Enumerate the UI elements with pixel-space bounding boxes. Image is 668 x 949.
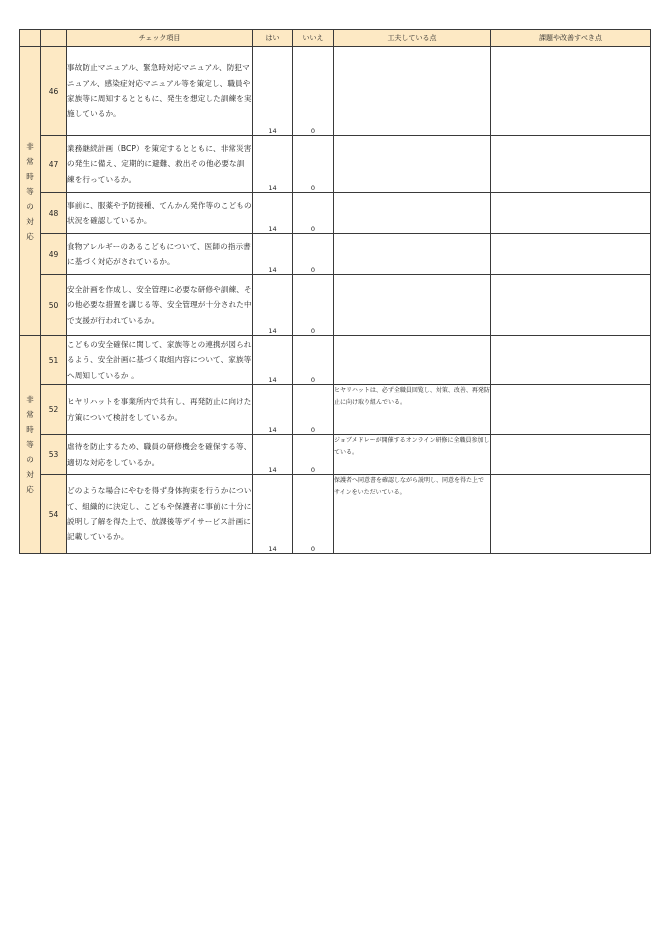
yes-count: 14	[253, 385, 293, 435]
row-number: 51	[41, 336, 67, 385]
row-number: 53	[41, 435, 67, 475]
table-row	[20, 234, 651, 275]
table-row	[20, 475, 651, 554]
ideas-text	[334, 47, 491, 136]
ideas-text: 保護者へ同意書を確認しながら説明し、同意を得た上でサインをいただいている。	[334, 475, 491, 554]
yes-count: 14	[253, 193, 293, 234]
issues-text	[491, 275, 651, 336]
header-row	[20, 30, 651, 47]
no-count: 0	[293, 435, 334, 475]
header-issues: 課題や改善すべき点	[491, 30, 651, 47]
ideas-text	[334, 234, 491, 275]
ideas-text: ヒヤリハットは、必ず全職員回覧し、対策、改善、再発防止に向け取り組んでいる。	[334, 385, 491, 435]
check-item-text: 安全計画を作成し、安全管理に必要な研修や訓練、その他必要な措置を講じる等、安全管理が十分された中で支援が行われているか。	[67, 275, 253, 336]
row-number: 49	[41, 234, 67, 275]
header-blank-section	[20, 30, 41, 47]
issues-text	[491, 385, 651, 435]
table-row	[20, 193, 651, 234]
header-no: いいえ	[293, 30, 334, 47]
no-count: 0	[293, 234, 334, 275]
row-number: 47	[41, 136, 67, 193]
row-number: 54	[41, 475, 67, 554]
table-row	[20, 47, 651, 136]
table-row	[20, 336, 651, 385]
header-ideas: 工夫している点	[334, 30, 491, 47]
section-label-cell	[20, 47, 41, 336]
table-row	[20, 435, 651, 475]
header-blank-number	[41, 30, 67, 47]
table-row	[20, 275, 651, 336]
ideas-text	[334, 136, 491, 193]
section-label-cell	[20, 336, 41, 554]
yes-count: 14	[253, 47, 293, 136]
ideas-text	[334, 275, 491, 336]
header-check-item: チェック項目	[67, 30, 253, 47]
section-label: 非常時等の対応	[26, 395, 34, 494]
issues-text	[491, 47, 651, 136]
ideas-text	[334, 193, 491, 234]
ideas-text	[334, 336, 491, 385]
checklist-table	[19, 29, 651, 554]
no-count: 0	[293, 193, 334, 234]
issues-text	[491, 475, 651, 554]
header-yes: はい	[253, 30, 293, 47]
issues-text	[491, 234, 651, 275]
issues-text	[491, 193, 651, 234]
no-count: 0	[293, 336, 334, 385]
check-item-text: 食物アレルギーのあるこどもについて、医師の指示書に基づく対応がされているか。	[67, 234, 253, 275]
yes-count: 14	[253, 435, 293, 475]
ideas-text: ジョブメドレーが開催するオンライン研修に全職員参加している。	[334, 435, 491, 475]
yes-count: 14	[253, 234, 293, 275]
table-row	[20, 385, 651, 435]
check-item-text: ヒヤリハットを事業所内で共有し、再発防止に向けた方策について検討をしているか。	[67, 385, 253, 435]
yes-count: 14	[253, 336, 293, 385]
row-number: 50	[41, 275, 67, 336]
no-count: 0	[293, 475, 334, 554]
yes-count: 14	[253, 475, 293, 554]
issues-text	[491, 336, 651, 385]
check-item-text: 虐待を防止するため、職員の研修機会を確保する等、適切な対応をしているか。	[67, 435, 253, 475]
issues-text	[491, 136, 651, 193]
check-item-text: 事故防止マニュアル、緊急時対応マニュアル、防犯マニュアル、感染症対応マニュアル等を策定し、職員や家族等に周知するとともに、発生を想定した訓練を実施しているか。	[67, 47, 253, 136]
check-item-text: 業務継続計画（BCP）を策定するとともに、非常災害の発生に備え、定期的に避難、救出その他必要な訓練を行っているか。	[67, 136, 253, 193]
no-count: 0	[293, 385, 334, 435]
section-label: 非常時等の対応	[26, 141, 34, 241]
table-row	[20, 136, 651, 193]
no-count: 0	[293, 136, 334, 193]
yes-count: 14	[253, 275, 293, 336]
yes-count: 14	[253, 136, 293, 193]
row-number: 52	[41, 385, 67, 435]
check-item-text: 事前に、服薬や予防接種、てんかん発作等のこどもの状況を確認しているか。	[67, 193, 253, 234]
issues-text	[491, 435, 651, 475]
no-count: 0	[293, 275, 334, 336]
check-item-text: こどもの安全確保に関して、家族等との連携が図られるよう、安全計画に基づく取組内容について、家族等へ周知しているか 。	[67, 336, 253, 385]
no-count: 0	[293, 47, 334, 136]
check-item-text: どのような場合にやむを得ず身体拘束を行うかについて、組織的に決定し、こどもや保護者に事前に十分に説明し了解を得た上で、放課後等デイサービス計画に記載しているか。	[67, 475, 253, 554]
row-number: 48	[41, 193, 67, 234]
row-number: 46	[41, 47, 67, 136]
